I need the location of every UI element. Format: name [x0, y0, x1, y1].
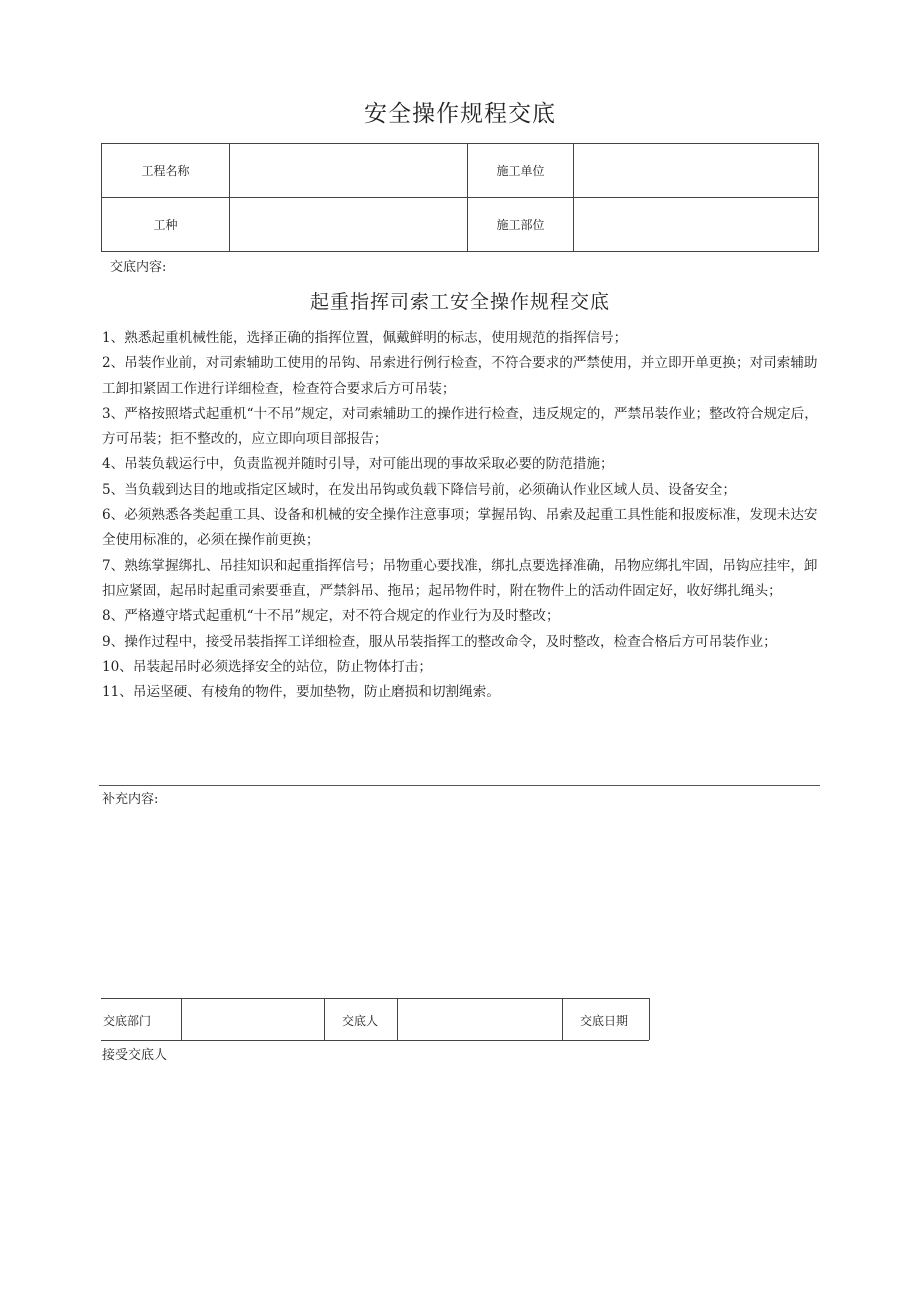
rule-item: 2、吊装作业前，对司索辅助工使用的吊钩、吊索进行例行检查，不符合要求的严禁使用，并立即开单更换；对司索辅助工卸扣紧固工作进行详细检查，检查符合要求后方可吊装； — [102, 355, 818, 397]
footer-divider — [181, 998, 182, 1040]
disclosure-date-label: 交底日期 — [580, 1014, 629, 1028]
header-table — [101, 143, 819, 252]
construction-unit-field[interactable] — [574, 144, 819, 198]
rule-item: 9、操作过程中，接受吊装指挥工详细检查，服从吊装指挥工的整改命令，及时整改，检查合格后方可吊装作业； — [102, 633, 777, 650]
rule-item: 3、严格按照塔式起重机“十不吊”规定，对司索辅助工的操作进行检查，违反规定的，严禁吊装作业；整改符合规定后，方可吊装；拒不整改的，应立即向项目部报告； — [102, 405, 818, 448]
project-name-field[interactable] — [230, 144, 468, 198]
footer-divider — [562, 998, 563, 1040]
intro-label: 交底内容: — [110, 260, 167, 275]
rule-item: 7、熟练掌握绑扎、吊挂知识和起重指挥信号；吊物重心要找准，绑扎点要选择准确，吊物应绑扎牢固，吊钩应挂牢，卸扣应紧固，起吊时起重司索要垂直，严禁斜吊、拖吊；起吊物件时，附在物件上的活动件固定好，收好绑扎绳头； — [102, 557, 818, 599]
rule-item: 10、吊装起吊时必须选择安全的站位，防止物体打击； — [102, 658, 432, 675]
rule-item: 6、必须熟悉各类起重工具、设备和机械的安全操作注意事项；掌握吊钩、吊索及起重工具性能和报废标准，发现未达安全使用标准的，必须在操作前更换； — [102, 507, 818, 549]
work-type-label: 工种 — [102, 198, 230, 252]
document-title: 安全操作规程交底 — [364, 101, 556, 127]
header-row-1 — [102, 144, 819, 198]
construction-part-field[interactable] — [574, 198, 819, 252]
footer-table-top-border — [101, 998, 649, 999]
supplement-label: 补充内容: — [102, 792, 159, 807]
rule-item: 5、当负载到达目的地或指定区域时，在发出吊钩或负载下降信号前，必须确认作业区域人员、设备安全； — [102, 481, 736, 498]
section-divider — [99, 785, 820, 786]
construction-part-label: 施工部位 — [468, 198, 574, 252]
disclosure-person-field[interactable] — [401, 1005, 558, 1033]
rule-item: 8、严格遵守塔式起重机“十不吊”规定，对不符合规定的作业行为及时整改； — [102, 608, 560, 625]
rule-item: 11、吊运坚硬、有棱角的物件，要加垫物，防止磨损和切割绳索。 — [102, 684, 500, 701]
work-type-field[interactable] — [230, 198, 468, 252]
receiver-label: 接受交底人 — [102, 1048, 168, 1063]
disclosure-dept-field[interactable] — [185, 1005, 320, 1033]
section-subtitle: 起重指挥司索工安全操作规程交底 — [309, 291, 610, 313]
construction-unit-label: 施工单位 — [468, 144, 574, 198]
header-row-2 — [102, 198, 819, 252]
footer-table-bottom-border — [101, 1040, 649, 1041]
footer-divider — [397, 998, 398, 1040]
project-name-label: 工程名称 — [102, 144, 230, 198]
footer-divider — [649, 998, 650, 1040]
disclosure-person-label: 交底人 — [342, 1014, 379, 1028]
rule-item: 4、吊装负载运行中，负责监视并随时引导，对可能出现的事故采取必要的防范措施； — [102, 456, 614, 473]
rules-list — [102, 326, 824, 705]
disclosure-dept-label: 交底部门 — [103, 1014, 152, 1028]
rule-item: 1、熟悉起重机械性能，选择正确的指挥位置，佩戴鲜明的标志，使用规范的指挥信号； — [102, 330, 628, 346]
footer-divider — [324, 998, 325, 1040]
